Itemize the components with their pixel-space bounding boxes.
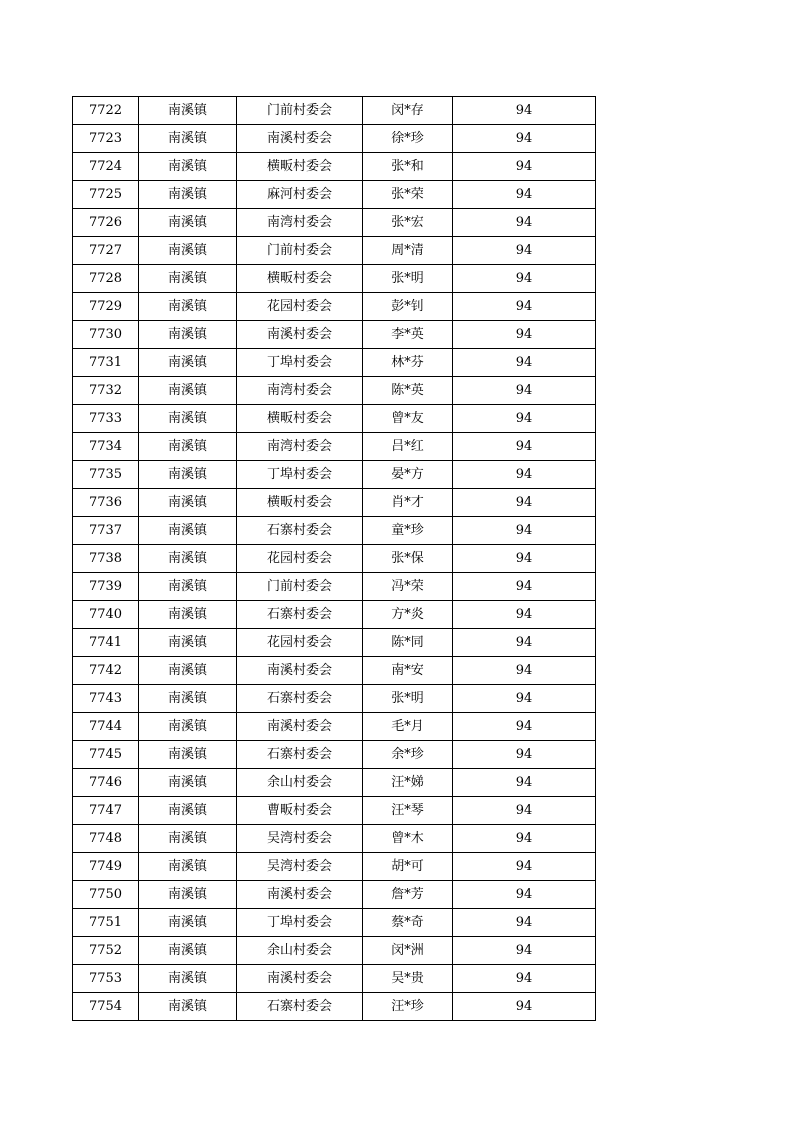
table-row [73,321,596,349]
table-row [73,993,596,1021]
town-cell: 南溪镇 [139,937,237,965]
row-id-cell: 7723 [73,125,139,153]
row-id-cell: 7745 [73,741,139,769]
table-row [73,881,596,909]
table-row [73,741,596,769]
row-id-cell: 7731 [73,349,139,377]
row-id-cell: 7734 [73,433,139,461]
name-cell: 吴*贵 [363,965,453,993]
score-cell: 94 [453,125,596,153]
score-cell: 94 [453,209,596,237]
town-cell: 南溪镇 [139,629,237,657]
village-cell: 丁埠村委会 [237,349,363,377]
village-cell: 石寨村委会 [237,601,363,629]
town-cell: 南溪镇 [139,909,237,937]
town-cell: 南溪镇 [139,769,237,797]
score-cell: 94 [453,741,596,769]
town-cell: 南溪镇 [139,125,237,153]
name-cell: 闵*存 [363,97,453,125]
name-cell: 吕*红 [363,433,453,461]
town-cell: 南溪镇 [139,601,237,629]
table-body [73,97,596,1021]
row-id-cell: 7742 [73,657,139,685]
score-cell: 94 [453,153,596,181]
village-cell: 门前村委会 [237,573,363,601]
village-cell: 麻河村委会 [237,181,363,209]
name-cell: 李*英 [363,321,453,349]
row-id-cell: 7752 [73,937,139,965]
score-cell: 94 [453,853,596,881]
name-cell: 闵*洲 [363,937,453,965]
score-cell: 94 [453,993,596,1021]
village-cell: 横畈村委会 [237,489,363,517]
town-cell: 南溪镇 [139,461,237,489]
town-cell: 南溪镇 [139,713,237,741]
name-cell: 汪*琴 [363,797,453,825]
score-cell: 94 [453,685,596,713]
row-id-cell: 7729 [73,293,139,321]
town-cell: 南溪镇 [139,545,237,573]
town-cell: 南溪镇 [139,741,237,769]
name-cell: 汪*珍 [363,993,453,1021]
name-cell: 方*炎 [363,601,453,629]
town-cell: 南溪镇 [139,881,237,909]
village-cell: 余山村委会 [237,769,363,797]
row-id-cell: 7753 [73,965,139,993]
row-id-cell: 7732 [73,377,139,405]
village-cell: 吴湾村委会 [237,853,363,881]
score-cell: 94 [453,517,596,545]
score-cell: 94 [453,769,596,797]
village-cell: 南溪村委会 [237,713,363,741]
table-row [73,433,596,461]
name-cell: 肖*才 [363,489,453,517]
table-row [73,237,596,265]
score-cell: 94 [453,489,596,517]
name-cell: 冯*荣 [363,573,453,601]
row-id-cell: 7737 [73,517,139,545]
row-id-cell: 7746 [73,769,139,797]
row-id-cell: 7724 [73,153,139,181]
table-row [73,685,596,713]
table-row [73,293,596,321]
village-cell: 南溪村委会 [237,321,363,349]
village-cell: 花园村委会 [237,545,363,573]
town-cell: 南溪镇 [139,573,237,601]
village-cell: 横畈村委会 [237,153,363,181]
table-row [73,545,596,573]
data-table [72,96,596,1021]
name-cell: 张*和 [363,153,453,181]
village-cell: 丁埠村委会 [237,461,363,489]
score-cell: 94 [453,909,596,937]
name-cell: 晏*方 [363,461,453,489]
town-cell: 南溪镇 [139,489,237,517]
row-id-cell: 7754 [73,993,139,1021]
town-cell: 南溪镇 [139,209,237,237]
village-cell: 横畈村委会 [237,405,363,433]
town-cell: 南溪镇 [139,153,237,181]
score-cell: 94 [453,545,596,573]
score-cell: 94 [453,629,596,657]
row-id-cell: 7726 [73,209,139,237]
name-cell: 张*保 [363,545,453,573]
village-cell: 丁埠村委会 [237,909,363,937]
score-cell: 94 [453,265,596,293]
town-cell: 南溪镇 [139,265,237,293]
score-cell: 94 [453,377,596,405]
name-cell: 南*安 [363,657,453,685]
village-cell: 南溪村委会 [237,125,363,153]
table-row [73,657,596,685]
row-id-cell: 7735 [73,461,139,489]
village-cell: 门前村委会 [237,237,363,265]
village-cell: 南溪村委会 [237,965,363,993]
name-cell: 徐*珍 [363,125,453,153]
name-cell: 张*荣 [363,181,453,209]
town-cell: 南溪镇 [139,797,237,825]
name-cell: 张*明 [363,685,453,713]
score-cell: 94 [453,433,596,461]
town-cell: 南溪镇 [139,237,237,265]
town-cell: 南溪镇 [139,657,237,685]
town-cell: 南溪镇 [139,853,237,881]
row-id-cell: 7736 [73,489,139,517]
village-cell: 石寨村委会 [237,993,363,1021]
table-row [73,713,596,741]
town-cell: 南溪镇 [139,517,237,545]
table-row [73,797,596,825]
name-cell: 彭*钊 [363,293,453,321]
row-id-cell: 7751 [73,909,139,937]
town-cell: 南溪镇 [139,349,237,377]
table-row [73,349,596,377]
name-cell: 蔡*奇 [363,909,453,937]
table-row [73,377,596,405]
table-row [73,265,596,293]
table-row [73,517,596,545]
town-cell: 南溪镇 [139,433,237,461]
name-cell: 曾*木 [363,825,453,853]
name-cell: 汪*娣 [363,769,453,797]
row-id-cell: 7741 [73,629,139,657]
table-row [73,573,596,601]
row-id-cell: 7738 [73,545,139,573]
town-cell: 南溪镇 [139,293,237,321]
table-row [73,937,596,965]
row-id-cell: 7749 [73,853,139,881]
name-cell: 余*珍 [363,741,453,769]
town-cell: 南溪镇 [139,993,237,1021]
name-cell: 陈*英 [363,377,453,405]
village-cell: 横畈村委会 [237,265,363,293]
village-cell: 吴湾村委会 [237,825,363,853]
score-cell: 94 [453,237,596,265]
town-cell: 南溪镇 [139,181,237,209]
village-cell: 石寨村委会 [237,741,363,769]
village-cell: 南湾村委会 [237,433,363,461]
name-cell: 张*明 [363,265,453,293]
village-cell: 石寨村委会 [237,517,363,545]
village-cell: 石寨村委会 [237,685,363,713]
score-cell: 94 [453,573,596,601]
name-cell: 胡*可 [363,853,453,881]
row-id-cell: 7743 [73,685,139,713]
name-cell: 詹*芳 [363,881,453,909]
row-id-cell: 7748 [73,825,139,853]
village-cell: 花园村委会 [237,629,363,657]
score-cell: 94 [453,181,596,209]
row-id-cell: 7733 [73,405,139,433]
village-cell: 南湾村委会 [237,209,363,237]
name-cell: 童*珍 [363,517,453,545]
table-row [73,209,596,237]
score-cell: 94 [453,97,596,125]
town-cell: 南溪镇 [139,321,237,349]
score-cell: 94 [453,293,596,321]
village-cell: 门前村委会 [237,97,363,125]
table-row [73,769,596,797]
row-id-cell: 7730 [73,321,139,349]
score-cell: 94 [453,461,596,489]
village-cell: 南湾村委会 [237,377,363,405]
row-id-cell: 7747 [73,797,139,825]
town-cell: 南溪镇 [139,97,237,125]
table-row [73,97,596,125]
score-cell: 94 [453,405,596,433]
score-cell: 94 [453,965,596,993]
table-row [73,825,596,853]
table-row [73,629,596,657]
name-cell: 陈*同 [363,629,453,657]
town-cell: 南溪镇 [139,377,237,405]
village-cell: 南溪村委会 [237,881,363,909]
table-row [73,181,596,209]
table-row [73,601,596,629]
table-row [73,909,596,937]
score-cell: 94 [453,937,596,965]
table-row [73,153,596,181]
score-cell: 94 [453,321,596,349]
score-cell: 94 [453,657,596,685]
row-id-cell: 7728 [73,265,139,293]
name-cell: 林*芬 [363,349,453,377]
score-cell: 94 [453,825,596,853]
town-cell: 南溪镇 [139,825,237,853]
town-cell: 南溪镇 [139,965,237,993]
row-id-cell: 7744 [73,713,139,741]
village-cell: 曹畈村委会 [237,797,363,825]
score-cell: 94 [453,713,596,741]
score-cell: 94 [453,881,596,909]
village-cell: 南溪村委会 [237,657,363,685]
table-row [73,461,596,489]
name-cell: 毛*月 [363,713,453,741]
row-id-cell: 7740 [73,601,139,629]
table-row [73,125,596,153]
row-id-cell: 7727 [73,237,139,265]
table-row [73,489,596,517]
town-cell: 南溪镇 [139,405,237,433]
row-id-cell: 7725 [73,181,139,209]
table-row [73,853,596,881]
name-cell: 周*清 [363,237,453,265]
score-cell: 94 [453,601,596,629]
row-id-cell: 7722 [73,97,139,125]
row-id-cell: 7739 [73,573,139,601]
village-cell: 余山村委会 [237,937,363,965]
row-id-cell: 7750 [73,881,139,909]
table-row [73,405,596,433]
name-cell: 张*宏 [363,209,453,237]
town-cell: 南溪镇 [139,685,237,713]
score-cell: 94 [453,349,596,377]
village-cell: 花园村委会 [237,293,363,321]
table-row [73,965,596,993]
score-cell: 94 [453,797,596,825]
name-cell: 曾*友 [363,405,453,433]
